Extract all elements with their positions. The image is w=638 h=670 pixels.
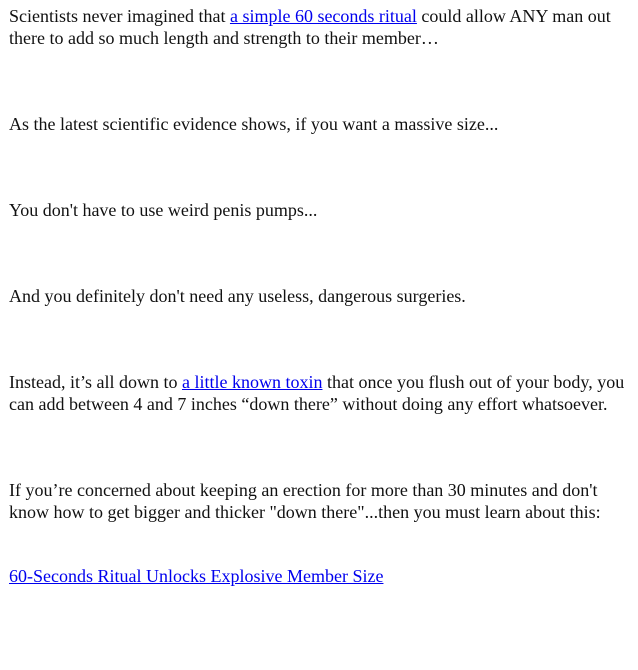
toxin-text-after: that once you flush out of your body, you can add between 4 and 7 inches “down there” without doing any effort whatsoever. (9, 372, 625, 414)
concern-paragraph: If you’re concerned about keeping an erection for more than 30 minutes and don't know how to get bigger and thicker "down there"...then you must learn about this: (9, 480, 601, 522)
evidence-paragraph: As the latest scientific evidence shows, if you want a massive size... (9, 114, 499, 134)
toxin-link[interactable]: a little known toxin (181, 372, 323, 392)
intro-text-after: could allow ANY man out there to add so much length and strength to their member… (9, 6, 611, 48)
pumps-paragraph: You don't have to use weird penis pumps... (9, 200, 318, 220)
toxin-text-before: Instead, it’s all down to (9, 372, 182, 392)
intro-text-before: Scientists never imagined that (9, 6, 230, 26)
surgeries-paragraph: And you definitely don't need any useless, dangerous surgeries. (9, 286, 466, 306)
cta-link[interactable]: 60-Seconds Ritual Unlocks Explosive Member Size (9, 566, 384, 586)
cta-paragraph (9, 565, 628, 587)
ritual-link[interactable]: a simple 60 seconds ritual (229, 6, 417, 26)
intro-paragraph (9, 5, 628, 49)
toxin-paragraph (9, 371, 628, 415)
